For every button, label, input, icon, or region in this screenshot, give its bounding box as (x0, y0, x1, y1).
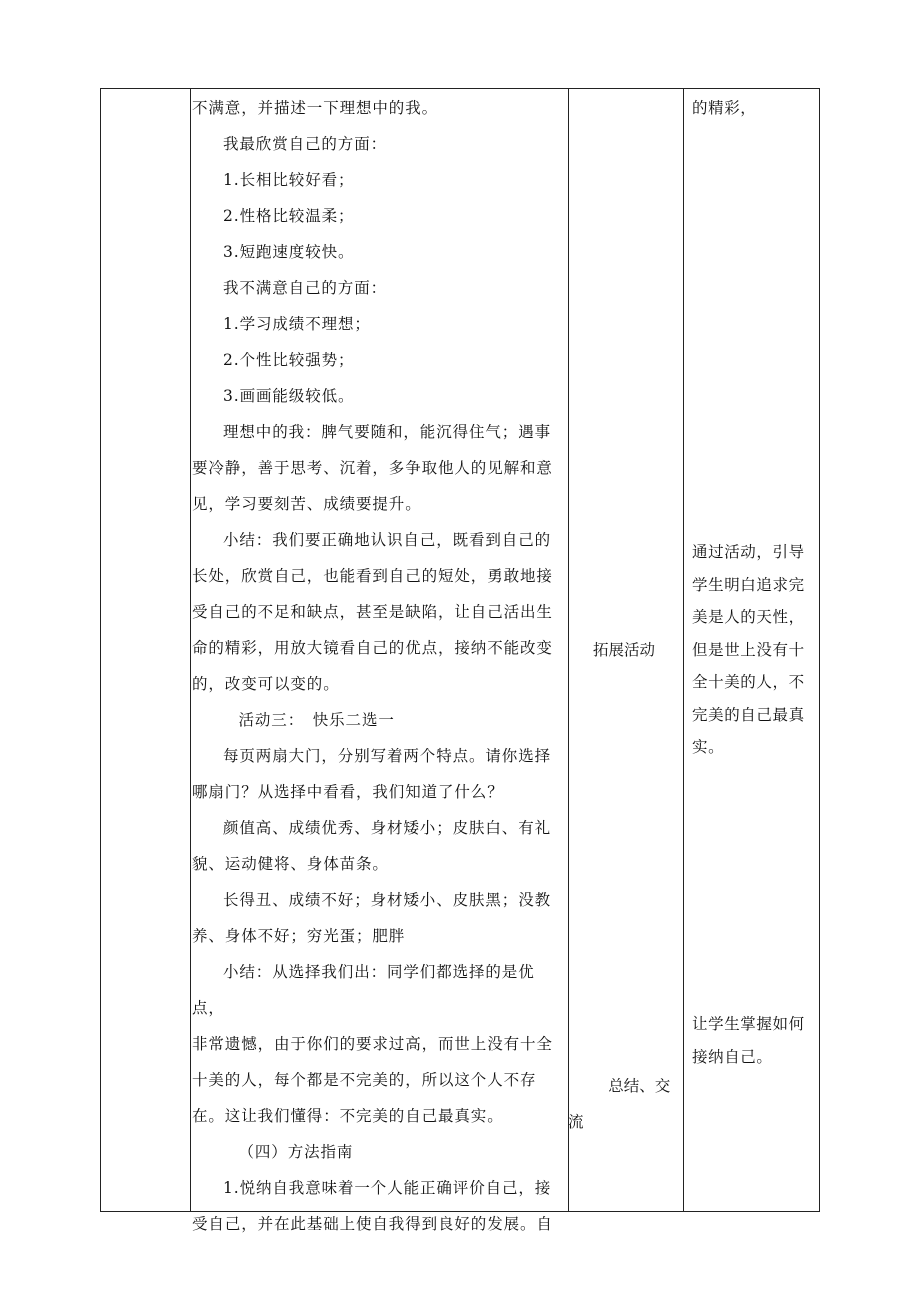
content-paragraph: 小结：从选择我们出：同学们都选择的是优点， (192, 963, 535, 1017)
goal-text-top (684, 92, 816, 125)
content-paragraph: 长得丑、成绩不好；身材矮小、皮肤黑；没教养、身体不好；穷光蛋；肥胖 (192, 891, 552, 945)
column-divider-1 (190, 88, 191, 1212)
content-paragraph: 3.短跑速度较快。 (223, 243, 355, 261)
content-paragraph: 我不满意自己的方面： (223, 279, 388, 297)
content-paragraph: 2.性格比较温柔； (223, 207, 355, 225)
content-paragraph: 3.画画能级较低。 (223, 387, 355, 405)
goal-text-middle (684, 536, 816, 764)
goal-paragraph: 的精彩， (692, 99, 757, 117)
goal-paragraph: 让学生掌握如何接纳自己。 (692, 1015, 805, 1066)
content-paragraph: 不满意，并描述一下理想中的我。 (192, 99, 439, 117)
method-guide-heading: （四）方法指南 (238, 1143, 354, 1161)
content-paragraph: 2.个性比较强势； (223, 351, 355, 369)
goal-paragraph: 通过活动，引导学生明白追求完美是人的天性，但是世上没有十全十美的人，不完美的自己最真实。 (692, 543, 805, 756)
content-paragraph: 小结：我们要正确地认识自己，既看到自己的长处，欣赏自己，也能看到自己的短处，勇敢地接受自己的不足和缺点，甚至是缺陷，让自己活出生命的精彩，用放大镜看自己的优点，接纳不能改变的，改变可以变的。 (192, 531, 553, 693)
content-paragraph: 颜值高、成绩优秀、身材矮小；皮肤白、有礼貌、运动健将、身体苗条。 (192, 819, 552, 873)
content-paragraph: 每页两扇大门，分别写着两个特点。请你选择哪扇门？从选择中看看，我们知道了什么？ (192, 747, 552, 801)
activity-label-expand: 拓展活动 (592, 641, 655, 659)
content-paragraph: 1.长相比较好看； (223, 171, 355, 189)
content-paragraph: 理想中的我：脾气要随和，能沉得住气；遇事要冷静，善于思考、沉着，多争取他人的见解和意见，学习要刻苦、成绩要提升。 (192, 423, 553, 513)
content-paragraph: 非常遗憾，由于你们的要求过高，而世上没有十全十美的人，每个都是不完美的，所以这个人不存在。这让我们懂得：不完美的自己最真实。 (192, 1035, 553, 1125)
activity-three-heading: 活动三： 快乐二选一 (238, 711, 395, 729)
lesson-content-column (192, 88, 566, 1233)
content-paragraph: 1.学习成绩不理想； (223, 315, 371, 333)
content-paragraph: 我最欣赏自己的方面： (223, 135, 388, 153)
content-paragraph: 1.悦纳自我意味着一个人能正确评价自己，接受自己，并在此基础上使自我得到良好的发展。自 (192, 1179, 553, 1233)
activity-label-summary: 总结、交流 (568, 1077, 671, 1131)
goal-text-bottom (684, 1008, 816, 1073)
